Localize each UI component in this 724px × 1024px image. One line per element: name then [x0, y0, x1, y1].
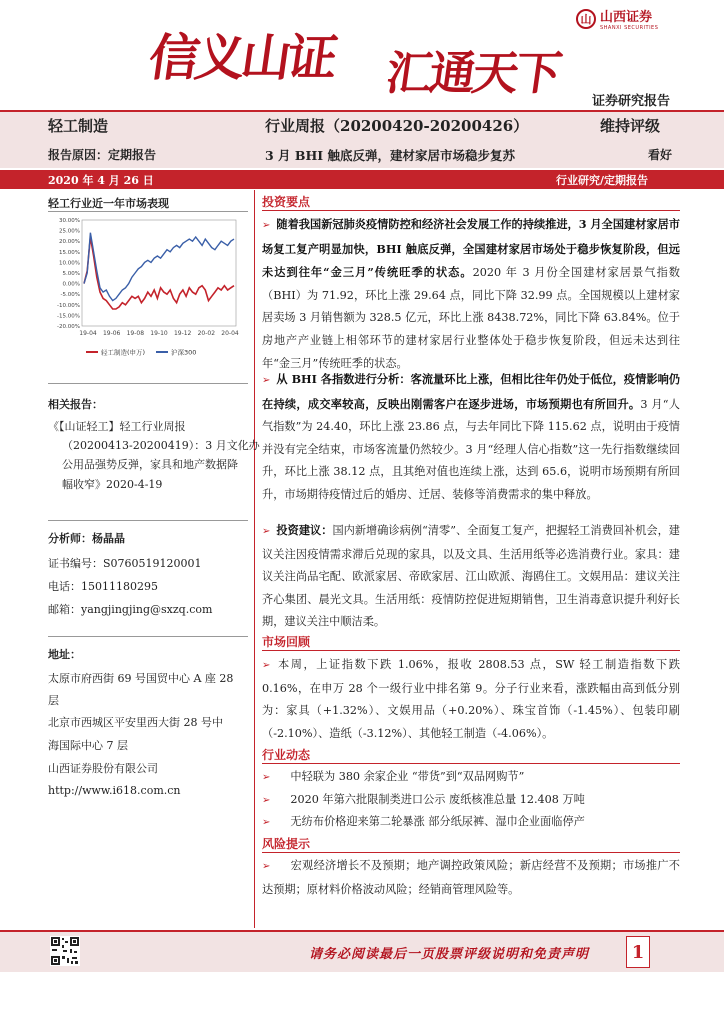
related-line-4: 幅收窄》2020-4-19 [62, 478, 163, 491]
disclaimer-text: 请务必阅读最后一页股票评级说明和免责声明 [309, 947, 590, 962]
key-point-3-bold: 投资建议： [276, 523, 333, 537]
arrow-bullet-icon: ➢ [262, 660, 271, 671]
related-line-3: 公用品强势反弹，家具和地产数据降 [62, 458, 238, 471]
report-reason: 报告原因：定期报告 [48, 148, 157, 162]
key-point-3-text: 国内新增确诊病例“清零”、全面复工复产，把握轻工消费回补机会，建议关注因疫情需求滞后兑现的家具，以及文具、生活用纸等必选消费行业。家具：建议关注尚品宅配、欧派家居、帝欧家居、江山欧派、海鸥住工。文娱用品：建议关注齐心集团、晨光文具。生活用纸：疫情防控促进短期销售，卫生消毒意识提升利好长期，建议关注中顺洁柔。 [262, 524, 680, 629]
sector-title: 轻工制造 [48, 117, 109, 135]
view-label: 看好 [648, 148, 673, 162]
address-title: 地址： [48, 648, 81, 661]
market-review-body: 本周，上证指数下跌 1.06%，报收 2808.53 点，SW 轻工制造指数下跌 0.16%，在申万 28 个一级行业中排名第 9。分子行业来看，涨跌幅由高到低分别为：家具（+1.32%）、文娱用品（+0.20%）、珠宝首饰（-1.45%）、包装印刷（-2.10%）、造纸（-3.12%）、其他轻工制造（-4.06%）。 [262, 658, 680, 740]
y-tick-label: 20.00% [59, 239, 80, 246]
logo-cn: 山西证券 [600, 10, 653, 25]
arrow-bullet-icon: ➢ [262, 861, 271, 872]
column-divider [254, 190, 255, 928]
qr-code-icon [50, 936, 80, 966]
address-company: 山西证券股份有限公司 [48, 762, 158, 775]
address-line-3: 北京市西城区平安里西大街 28 号中 [48, 716, 223, 729]
analyst-phone: 电话：15011180295 [48, 580, 158, 593]
analyst-name: 分析师：杨晶晶 [48, 532, 125, 545]
news-item-1-text: 中轻联为 380 余家企业 “带货”到“双品网购节” [290, 770, 525, 783]
address-separator [48, 636, 248, 637]
news-item-3[interactable] [262, 811, 585, 835]
x-tick-label: 19-04 [79, 330, 97, 337]
rating-label: 维持评级 [600, 117, 661, 135]
chart-y-ticks [57, 218, 80, 330]
market-performance-chart [44, 214, 250, 370]
arrow-bullet-icon: ➢ [262, 795, 271, 806]
key-point-2-text: 3 月“人气指数”为 24.40，环比上涨 23.86 点，与去年同比下降 115.62 点，说明由于疫情并没有完全结束，市场客流量仍然较少。3 月“经理人信心指数”这一先行指数继续回升，环比上涨 38.12 点，且其绝对值也连续上涨，达到 65.6，说明市场预期有所回升，市场期待疫情过后的婚房、迁居、装修等消费需求的集中释放。 [262, 397, 680, 501]
x-tick-label: 19-08 [126, 330, 145, 337]
x-tick-label: 19-12 [173, 330, 192, 337]
report-date: 2020 年 4 月 26 日 [48, 174, 154, 187]
y-tick-label: 15.00% [59, 249, 80, 256]
section-line-risk [262, 852, 680, 853]
slogan-part2: 汇通天下 [382, 46, 563, 100]
key-point-1-text: 2020 年 3 月份全国建材家居景气指数（BHI）为 71.92，环比上涨 29.64 点，同比下降 32.99 点。全国规模以上建材家居卖场 3 月销售额为 328.5 亿元，环比上涨 8438.72%，同比下降 63.84%。位于房地产产业链上相邻环节的建材家居行业整体处于稳步恢复阶段，但远未达到往年“金三月”传统旺季的状态。 [262, 266, 680, 370]
related-separator [48, 383, 248, 384]
analyst-cert: 证书编号：S0760519120001 [48, 557, 202, 570]
y-tick-label: 0.00% [62, 281, 80, 288]
chart-frame [82, 220, 236, 326]
section-line-market-review [262, 650, 680, 651]
report-subtitle: 3 月 BHI 触底反弹，建材家居市场稳步复苏 [265, 148, 515, 163]
news-item-2-text: 2020 年第六批限制类进口公示 废纸核准总量 12.408 万吨 [290, 793, 585, 806]
section-title-risk: 风险提示 [262, 837, 311, 851]
address-line-1: 太原市府西街 69 号国贸中心 A 座 28 [48, 672, 234, 685]
arrow-bullet-icon: ➢ [262, 526, 271, 537]
company-website[interactable]: http://www.i618.com.cn [48, 784, 181, 797]
section-title-key-points: 投资要点 [262, 195, 311, 209]
x-tick-label: 19-10 [150, 330, 168, 337]
related-title: 相关报告： [48, 398, 103, 411]
x-tick-label: 20-04 [221, 330, 239, 337]
news-item-1[interactable] [262, 766, 524, 790]
y-tick-label: 10.00% [59, 260, 80, 267]
company-logo [576, 6, 658, 31]
section-title-market-review: 市场回顾 [262, 635, 311, 649]
arrow-bullet-icon: ➢ [262, 772, 271, 783]
key-point-2 [262, 368, 680, 507]
analyst-email[interactable]: 邮箱：yangjingjing@sxzq.com [48, 603, 213, 616]
related-line-1: 《【山证轻工】轻工行业周报 [48, 420, 186, 433]
section-line-industry-news [262, 763, 680, 764]
market-review-text [262, 654, 680, 745]
page-number: 1 [626, 936, 650, 968]
chart-x-ticks [79, 330, 239, 337]
y-tick-label: 25.00% [59, 228, 80, 235]
logo-en: SHANXI SECURITIES [600, 25, 659, 31]
chart-title: 轻工行业近一年市场表现 [48, 197, 169, 210]
y-tick-label: 30.00% [59, 218, 80, 224]
logo-mark-icon: 山 [576, 9, 596, 29]
slogan-part1: 信义山证 [145, 28, 338, 87]
address-line-4: 海国际中心 7 层 [48, 739, 128, 752]
x-tick-label: 20-02 [197, 330, 216, 337]
x-tick-label: 19-06 [102, 330, 121, 337]
address-line-2: 层 [48, 694, 59, 707]
chart-plot-area [82, 220, 236, 326]
y-tick-label: -15.00% [57, 313, 80, 320]
y-tick-label: -5.00% [60, 292, 80, 299]
risk-body: 宏观经济增长不及预期；地产调控政策风险；新店经营不及预期；市场推广不达预期；原材料价格波动风险；经销商管理风险等。 [262, 859, 680, 896]
news-item-3-text: 无纺布价格迎来第二轮暴涨 部分纸尿裤、湿巾企业面临停产 [290, 815, 585, 828]
report-type: 证券研究报告 [592, 94, 671, 109]
key-point-1-bold: 随着我国新冠肺炎疫情防控和经济社会发展工作的持续推进，3 月全国建材家居市场复工复产明显加快，BHI 触底反弹，全国建材家居市场处于稳步恢复阶段，但远未达到往年“金三月”传统旺季的状态。 [262, 217, 680, 280]
news-item-2[interactable] [262, 789, 585, 813]
key-point-3 [262, 519, 680, 634]
key-point-1 [262, 213, 680, 375]
y-tick-label: -10.00% [57, 302, 80, 309]
related-line-2: （20200413-20200419）：3 月文化办 [62, 439, 260, 452]
chart-legend [86, 348, 196, 357]
key-point-2-bold: 从 BHI 各指数进行分析：客流量环比上涨，但相比往年仍处于低位，疫情影响仍在持续，成交率较高，反映出刚需客户在逐步进场，市场预期也有所回升。 [262, 372, 680, 411]
chart-title-line [48, 211, 248, 212]
y-tick-label: -20.00% [57, 324, 80, 330]
report-category: 行业研究/定期报告 [556, 174, 649, 187]
legend-label: 沪深300 [171, 348, 197, 357]
y-tick-label: 5.00% [62, 271, 80, 277]
section-line-key-points [262, 210, 680, 211]
arrow-bullet-icon: ➢ [262, 220, 271, 231]
section-title-industry-news: 行业动态 [262, 748, 311, 762]
analyst-separator [48, 520, 248, 521]
report-title: 行业周报（20200420-20200426） [265, 117, 529, 135]
arrow-bullet-icon: ➢ [262, 817, 271, 828]
risk-text [262, 855, 680, 901]
legend-label: 轻工制造(申万) [101, 348, 146, 357]
arrow-bullet-icon: ➢ [262, 375, 271, 386]
